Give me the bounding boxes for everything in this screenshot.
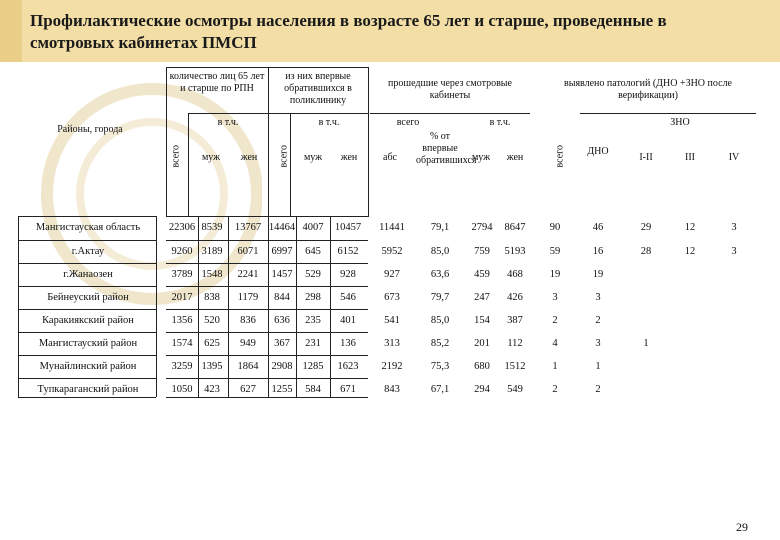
table-cell: 2017: [171, 292, 193, 303]
grid-line: [18, 286, 156, 287]
table-cell: 1512: [504, 361, 526, 372]
header-rpn-vsego: всего: [170, 144, 182, 168]
grid-line: [188, 113, 189, 217]
header-passed-vsego: всего: [396, 117, 420, 128]
grid-line: [166, 263, 368, 264]
table-cell: 19: [549, 269, 561, 280]
table-cell: 298: [305, 292, 321, 303]
table-cell: 627: [240, 384, 256, 395]
grid-line: [166, 397, 368, 398]
header-first-zhen: жен: [340, 152, 358, 163]
table-cell: 6152: [337, 246, 359, 257]
table-cell: 67,1: [430, 384, 450, 395]
table-cell: 63,6: [430, 269, 450, 280]
table-cell: 90: [549, 222, 561, 233]
table-cell: 1864: [237, 361, 259, 372]
table-cell: 1050: [171, 384, 193, 395]
table-cell: 85,0: [430, 246, 450, 257]
header-path-vsego: всего: [554, 144, 566, 168]
table-cell: 645: [305, 246, 321, 257]
table-cell: 838: [204, 292, 220, 303]
row-name: Мангистауская область: [35, 222, 141, 233]
table-cell: 680: [474, 361, 490, 372]
grid-line: [18, 263, 156, 264]
table-cell: 46: [592, 222, 604, 233]
header-passed: прошедшие через смотровые кабинеты: [388, 78, 512, 101]
header-first-muzh: муж: [303, 152, 323, 163]
table-cell: 387: [507, 315, 523, 326]
row-name: Каракиякский район: [42, 315, 134, 326]
table-cell: 2: [552, 315, 558, 326]
table-cell: 1623: [337, 361, 359, 372]
header-rpn-vtch: в т.ч.: [217, 117, 239, 128]
table-cell: 19: [592, 269, 604, 280]
grid-line: [18, 309, 156, 310]
table-cell: 1: [643, 338, 649, 349]
table-cell: 12: [684, 222, 696, 233]
header-zno: ЗНО: [670, 117, 690, 128]
table-cell: 85,0: [430, 315, 450, 326]
grid-line: [166, 332, 368, 333]
header-pathology: выявлено патологий (ДНО +ЗНО после верификации): [564, 78, 732, 101]
table-cell: 843: [384, 384, 400, 395]
table-cell: 541: [384, 315, 400, 326]
table-cell: 2: [552, 384, 558, 395]
row-name: г.Актау: [71, 246, 105, 257]
table-cell: 636: [274, 315, 290, 326]
table-cell: 1255: [271, 384, 293, 395]
table-cell: 3789: [171, 269, 193, 280]
header-rpn-muzh: муж: [201, 152, 221, 163]
row-name: Бейнеуский район: [47, 292, 129, 303]
table-cell: 3: [731, 222, 737, 233]
table-cell: 1: [595, 361, 601, 372]
table-cell: 154: [474, 315, 490, 326]
table-cell: 75,3: [430, 361, 450, 372]
table-cell: 426: [507, 292, 523, 303]
table-cell: 5193: [504, 246, 526, 257]
grid-line: [166, 67, 368, 68]
table-cell: 3259: [171, 361, 193, 372]
table-cell: 5952: [381, 246, 403, 257]
table-cell: 2908: [271, 361, 293, 372]
header-rpn-count: количество лиц 65 лет и старше по РПН: [169, 71, 265, 94]
table-cell: 136: [340, 338, 356, 349]
table-cell: 459: [474, 269, 490, 280]
grid-line: [18, 332, 156, 333]
table-cell: 673: [384, 292, 400, 303]
grid-line: [268, 67, 269, 217]
table-cell: 6071: [237, 246, 259, 257]
table-cell: 247: [474, 292, 490, 303]
grid-line: [18, 216, 156, 217]
header-dno: ДНО: [587, 146, 609, 157]
table-cell: 231: [305, 338, 321, 349]
grid-line: [166, 216, 368, 217]
table-cell: 1548: [201, 269, 223, 280]
table-cell: 1: [552, 361, 558, 372]
table-cell: 8539: [201, 222, 223, 233]
table-cell: 28: [640, 246, 652, 257]
header-stage-1-2: I-II: [639, 152, 653, 163]
row-name: Мангистауский район: [38, 338, 138, 349]
table-cell: 671: [340, 384, 356, 395]
table-cell: 928: [340, 269, 356, 280]
grid-line: [166, 355, 368, 356]
table-cell: 2192: [381, 361, 403, 372]
header-first-vtch: в т.ч.: [318, 117, 340, 128]
table-cell: 10457: [334, 222, 362, 233]
grid-line: [166, 378, 368, 379]
table-cell: 549: [507, 384, 523, 395]
row-name: г.Жанаозен: [63, 269, 113, 280]
table-cell: 79,1: [430, 222, 450, 233]
grid-line: [18, 397, 156, 398]
slide-title: Профилактические осмотры населения в возрасте 65 лет и старше, проведенные в смотровых кабинетах ПМСП: [30, 11, 667, 52]
table-cell: 14464: [268, 222, 296, 233]
table-cell: 1574: [171, 338, 193, 349]
table-cell: 235: [305, 315, 321, 326]
table-cell: 401: [340, 315, 356, 326]
table-cell: 112: [507, 338, 523, 349]
header-first-time: из них впервые обратившихся в поликлинику: [284, 71, 352, 106]
grid-line: [166, 286, 368, 287]
row-name: Тупкараганский район: [37, 384, 139, 395]
table-cell: 836: [240, 315, 256, 326]
header-passed-zhen: жен: [506, 152, 524, 163]
header-stage-4: IV: [728, 152, 740, 163]
table-cell: 3: [595, 338, 601, 349]
table-cell: 759: [474, 246, 490, 257]
table-cell: 29: [640, 222, 652, 233]
table-cell: 2241: [237, 269, 259, 280]
table-cell: 4: [552, 338, 558, 349]
header-district: Районы, города: [57, 124, 123, 135]
table-cell: 85,2: [430, 338, 450, 349]
table-cell: 13767: [234, 222, 262, 233]
grid-line: [18, 378, 156, 379]
grid-line: [368, 67, 369, 217]
grid-line: [18, 355, 156, 356]
table-cell: 201: [474, 338, 490, 349]
table-cell: 2794: [471, 222, 493, 233]
table-cell: 11441: [379, 222, 405, 233]
table-cell: 79,7: [430, 292, 450, 303]
table-cell: 22306: [168, 222, 196, 233]
table-cell: 468: [507, 269, 523, 280]
header-stage-3: III: [685, 152, 695, 163]
table-cell: 12: [684, 246, 696, 257]
grid-line: [166, 240, 368, 241]
header-abs: абс: [383, 152, 397, 163]
table-cell: 625: [204, 338, 220, 349]
table-cell: 529: [305, 269, 321, 280]
table-cell: 9260: [171, 246, 193, 257]
table-cell: 844: [274, 292, 290, 303]
table-cell: 584: [305, 384, 321, 395]
table-cell: 1356: [171, 315, 193, 326]
table-cell: 367: [274, 338, 290, 349]
table-cell: 1457: [271, 269, 293, 280]
grid-line: [580, 113, 756, 114]
grid-line: [18, 240, 156, 241]
table-cell: 520: [204, 315, 220, 326]
table-cell: 4007: [302, 222, 324, 233]
table-cell: 59: [549, 246, 561, 257]
table-cell: 546: [340, 292, 356, 303]
table-cell: 2: [595, 315, 601, 326]
table-cell: 8647: [504, 222, 526, 233]
table-cell: 3: [595, 292, 601, 303]
table-cell: 423: [204, 384, 220, 395]
header-rpn-zhen: жен: [240, 152, 258, 163]
table-cell: 313: [384, 338, 400, 349]
header-first-vsego: всего: [278, 144, 290, 168]
table-cell: 1285: [302, 361, 324, 372]
table-cell: 927: [384, 269, 400, 280]
page-number: 29: [736, 520, 748, 534]
table-cell: 2: [595, 384, 601, 395]
table-cell: 3: [731, 246, 737, 257]
table-cell: 1179: [237, 292, 259, 303]
row-name: Мунайлинский район: [39, 361, 137, 372]
grid-line: [188, 113, 368, 114]
table-cell: 294: [474, 384, 490, 395]
grid-line: [166, 309, 368, 310]
table-cell: 6997: [271, 246, 293, 257]
grid-line: [166, 67, 167, 217]
header-pct: % от впервые обратившихся: [416, 131, 477, 166]
table-cell: 16: [592, 246, 604, 257]
table-cell: 949: [240, 338, 256, 349]
header-passed-vtch: в т.ч.: [489, 117, 511, 128]
table-cell: 3: [552, 292, 558, 303]
grid-line: [370, 113, 530, 114]
table-cell: 3189: [201, 246, 223, 257]
grid-line: [290, 113, 291, 217]
table-cell: 1395: [201, 361, 223, 372]
header-passed-muzh: муж: [471, 152, 491, 163]
